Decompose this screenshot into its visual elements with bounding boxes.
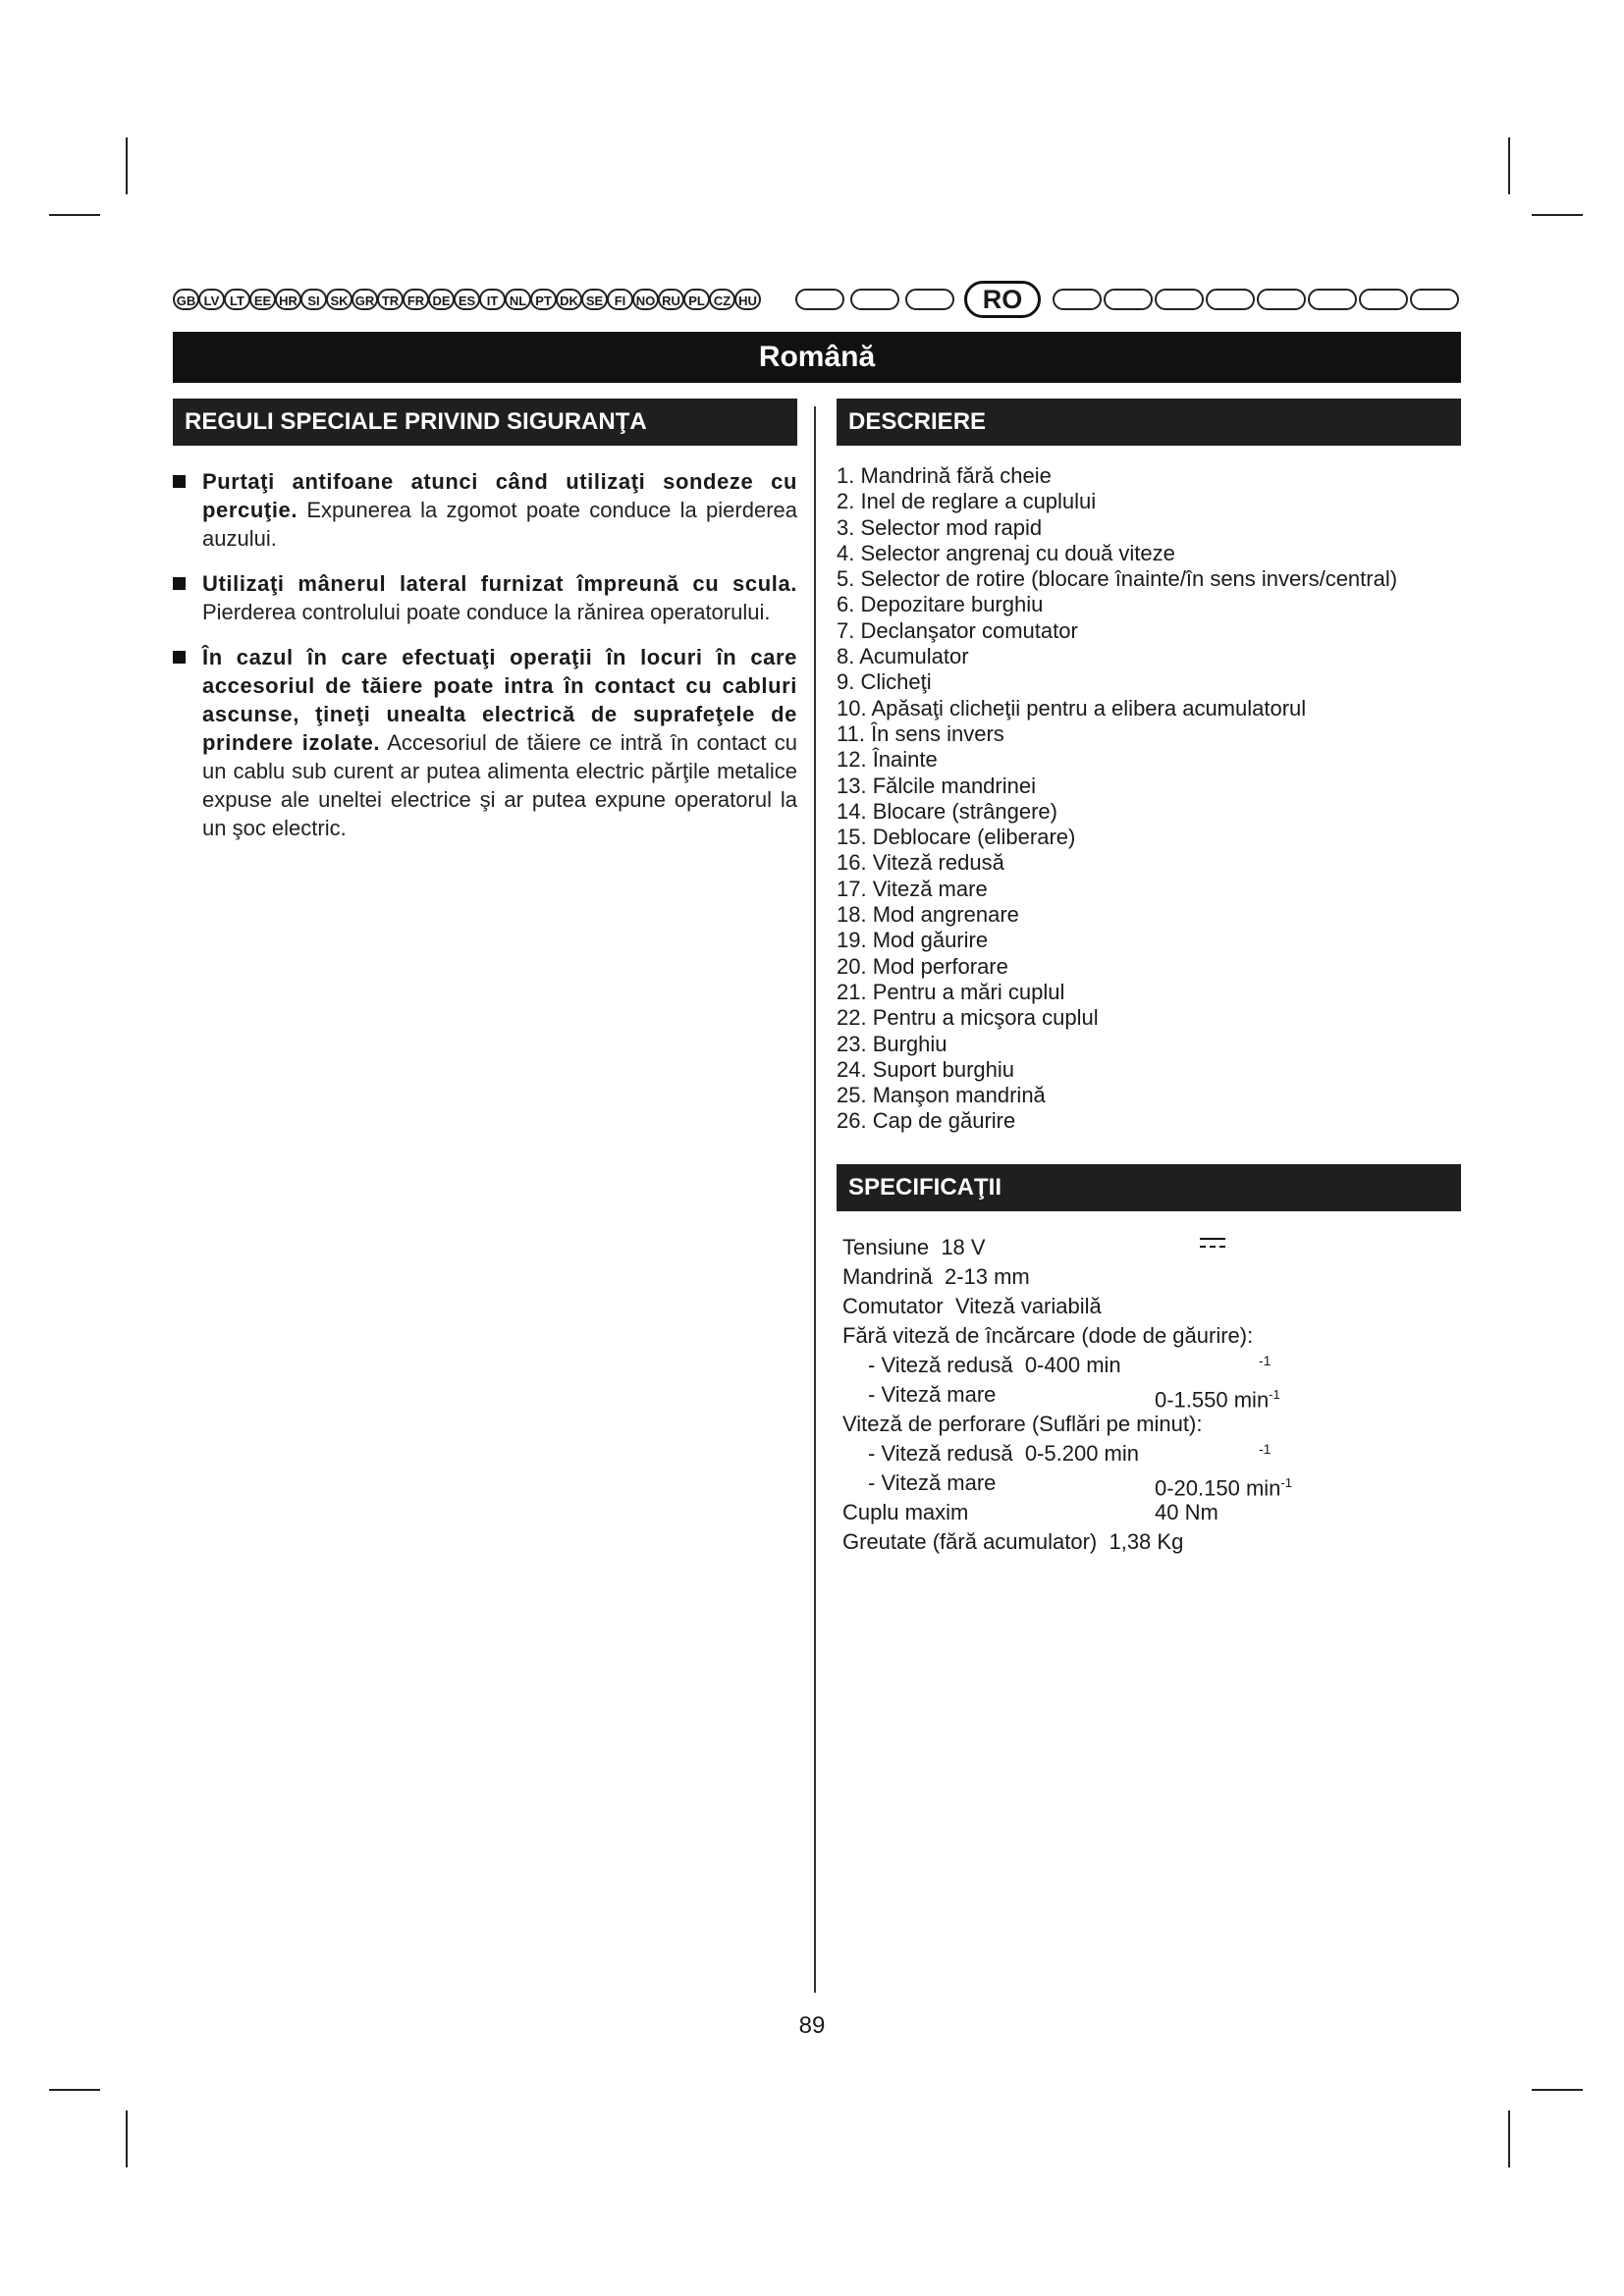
crop-mark <box>49 2089 100 2091</box>
language-tab-empty <box>905 289 954 310</box>
language-tab-de: DE <box>428 289 455 310</box>
safety-rule-bold: În cazul în care efectuaţi operaţii în locuri în care accesoriul de tăiere poate intra în contact cu cabluri ascunse, ţineţi unealta electrică de suprafeţele de prindere izolate. <box>202 645 797 755</box>
crop-mark <box>126 2110 128 2167</box>
language-tab-es: ES <box>454 289 480 310</box>
safety-rules <box>173 467 797 859</box>
description-item: 12. Înainte <box>837 747 938 773</box>
page-number: 89 <box>798 2012 826 2039</box>
spec-row-noload <box>842 1321 1461 1351</box>
spec-label: Fără viteză de încărcare (dode de găurire): <box>842 1323 1254 1348</box>
language-tab-sk: SK <box>326 289 352 310</box>
safety-rule <box>173 569 797 626</box>
language-tab-nl: NL <box>505 289 531 310</box>
spec-row-noload-high <box>842 1380 1461 1413</box>
spec-row-torque <box>842 1498 1461 1527</box>
spec-label: Comutator <box>842 1294 944 1318</box>
description-item: 8. Acumulator <box>837 644 969 669</box>
description-item: 25. Manşon mandrină <box>837 1083 1046 1108</box>
column-divider <box>814 406 816 1993</box>
language-tab-empty <box>1308 289 1357 310</box>
spec-label: Mandrină <box>842 1264 933 1289</box>
spec-row-noload-low <box>842 1351 1461 1380</box>
spec-row-impact-high <box>842 1468 1461 1501</box>
spec-value: 0-400 min <box>1024 1353 1121 1377</box>
description-item: 5. Selector de rotire (blocare înainte/în sens invers/central) <box>837 566 1398 592</box>
spec-value: 0-5.200 min <box>1024 1441 1139 1466</box>
description-item: 26. Cap de găurire <box>837 1108 1016 1134</box>
description-item: 11. În sens invers <box>837 721 1004 746</box>
crop-mark <box>49 214 100 216</box>
language-tab-hu: HU <box>734 289 761 310</box>
spec-unit-exponent: -1 <box>1259 1353 1272 1368</box>
description-item: 10. Apăsaţi clicheţii pentru a elibera acumulatorul <box>837 695 1307 721</box>
description-item: 4. Selector angrenaj cu două viteze <box>837 540 1175 565</box>
spec-value: 18 V <box>941 1235 986 1259</box>
safety-rule <box>173 467 797 553</box>
language-tab-tr: TR <box>377 289 404 310</box>
spec-row-voltage <box>842 1233 1461 1262</box>
language-tab-ee: EE <box>249 289 276 310</box>
language-tab-pl: PL <box>683 289 710 310</box>
description-item: 20. Mod perforare <box>837 953 1008 979</box>
description-item: 16. Viteză redusă <box>837 850 1004 876</box>
language-tab-lt: LT <box>224 289 250 310</box>
crop-mark <box>1532 2089 1583 2091</box>
description-item: 14. Blocare (strângere) <box>837 798 1057 824</box>
language-tab-se: SE <box>581 289 608 310</box>
crop-mark <box>1508 137 1510 194</box>
description-item: 23. Burghiu <box>837 1031 947 1056</box>
crop-mark <box>1508 2110 1510 2167</box>
language-tab-it: IT <box>479 289 506 310</box>
language-tab-empty <box>850 289 899 310</box>
spec-label: - Viteză redusă <box>868 1441 1013 1466</box>
description-item: 3. Selector mod rapid <box>837 514 1043 540</box>
crop-mark <box>126 137 128 194</box>
description-item: 2. Inel de reglare a cuplului <box>837 489 1097 514</box>
language-tab-cz: CZ <box>709 289 735 310</box>
language-tab-fr: FR <box>403 289 429 310</box>
spec-value: 40 Nm <box>1155 1500 1218 1524</box>
description-item: 18. Mod angrenare <box>837 902 1019 928</box>
language-tab-fi: FI <box>607 289 633 310</box>
description-item: 7. Declanşator comutator <box>837 617 1078 643</box>
language-tab-empty <box>1053 289 1102 310</box>
spec-value: 2-13 mm <box>944 1264 1030 1289</box>
spec-label: Tensiune <box>842 1235 930 1259</box>
description-item: 22. Pentru a micşora cuplul <box>837 1005 1099 1031</box>
language-tab-lv: LV <box>198 289 225 310</box>
safety-rule-text: Pierderea controlului poate conduce la rănirea operatorului. <box>202 600 771 624</box>
description-item: 15. Deblocare (eliberare) <box>837 825 1076 850</box>
safety-rule-bold: Purtaţi antifoane atunci când utilizaţi sondeze cu percuţie. <box>202 469 797 522</box>
description-item: 6. Depozitare burghiu <box>837 592 1044 617</box>
language-tab-si: SI <box>300 289 327 310</box>
specs-table <box>842 1233 1461 1557</box>
language-tab-empty <box>795 289 844 310</box>
description-item: 9. Clicheţi <box>837 669 932 695</box>
spec-value: 1,38 Kg <box>1109 1529 1184 1554</box>
bullet-square-icon <box>173 577 186 590</box>
description-item: 21. Pentru a mări cuplul <box>837 979 1065 1004</box>
spec-value: Viteză variabilă <box>954 1294 1102 1318</box>
spec-row-switch <box>842 1292 1461 1321</box>
spec-value-number: 0-20.150 min <box>1155 1475 1281 1501</box>
spec-row-impact-low <box>842 1439 1461 1468</box>
language-tab-gr: GR <box>352 289 378 310</box>
language-tab-hr: HR <box>275 289 301 310</box>
spec-label: - Viteză redusă <box>868 1353 1013 1377</box>
safety-heading: REGULI SPECIALE PRIVIND SIGURANŢA <box>173 399 797 446</box>
spec-label: - Viteză mare <box>868 1382 997 1407</box>
spec-label: Greutate (fără acumulator) <box>842 1529 1098 1554</box>
description-item: 1. Mandrină fără cheie <box>837 463 1052 488</box>
description-item: 24. Suport burghiu <box>837 1056 1015 1082</box>
crop-mark <box>1532 214 1583 216</box>
description-item: 19. Mod găurire <box>837 928 989 953</box>
language-tab-empty <box>1155 289 1204 310</box>
description-item: 13. Fălcile mandrinei <box>837 773 1036 798</box>
language-tabs <box>173 281 1461 318</box>
language-tab-empty <box>1104 289 1153 310</box>
safety-rule <box>173 643 797 842</box>
safety-rule-bold: Utilizaţi mânerul lateral furnizat împreună cu scula. <box>202 571 797 596</box>
language-tab-pt: PT <box>530 289 557 310</box>
spec-value-number: 0-1.550 min <box>1155 1387 1270 1413</box>
spec-row-chuck <box>842 1262 1461 1292</box>
bullet-square-icon <box>173 475 186 488</box>
language-tab-no: NO <box>632 289 659 310</box>
description-heading: DESCRIERE <box>837 399 1461 446</box>
bullet-square-icon <box>173 651 186 664</box>
language-tab-ru: RU <box>658 289 684 310</box>
spec-unit-exponent: -1 <box>1269 1387 1280 1402</box>
language-tab-active: RO <box>964 281 1041 318</box>
language-tab-empty <box>1359 289 1408 310</box>
spec-label: - Viteză mare <box>868 1470 997 1495</box>
language-tab-empty <box>1257 289 1306 310</box>
spec-row-impact <box>842 1410 1461 1439</box>
spec-unit-exponent: -1 <box>1259 1441 1272 1457</box>
safety-rule-text: Expunerea la zgomot poate conduce la pierderea auzului. <box>202 498 797 551</box>
spec-label: Cuplu maxim <box>842 1500 969 1524</box>
language-banner: Română <box>173 332 1461 383</box>
specs-heading: SPECIFICAŢII <box>837 1164 1461 1211</box>
description-item: 17. Viteză mare <box>837 876 988 901</box>
language-tab-gb: GB <box>173 289 199 310</box>
language-tab-empty <box>1206 289 1255 310</box>
language-tab-dk: DK <box>556 289 582 310</box>
spec-unit-exponent: -1 <box>1280 1475 1292 1490</box>
safety-rule-text: Accesoriul de tăiere ce intră în contact cu un cablu sub curent ar putea alimenta electric părţile metalice expuse ale uneltei electrice şi ar putea expune operatorul la un şoc electric. <box>202 730 798 840</box>
description-list <box>837 463 1461 1135</box>
language-tab-empty <box>1410 289 1459 310</box>
spec-label: Viteză de perforare (Suflări pe minut): <box>842 1412 1203 1436</box>
spec-row-weight <box>842 1527 1461 1557</box>
